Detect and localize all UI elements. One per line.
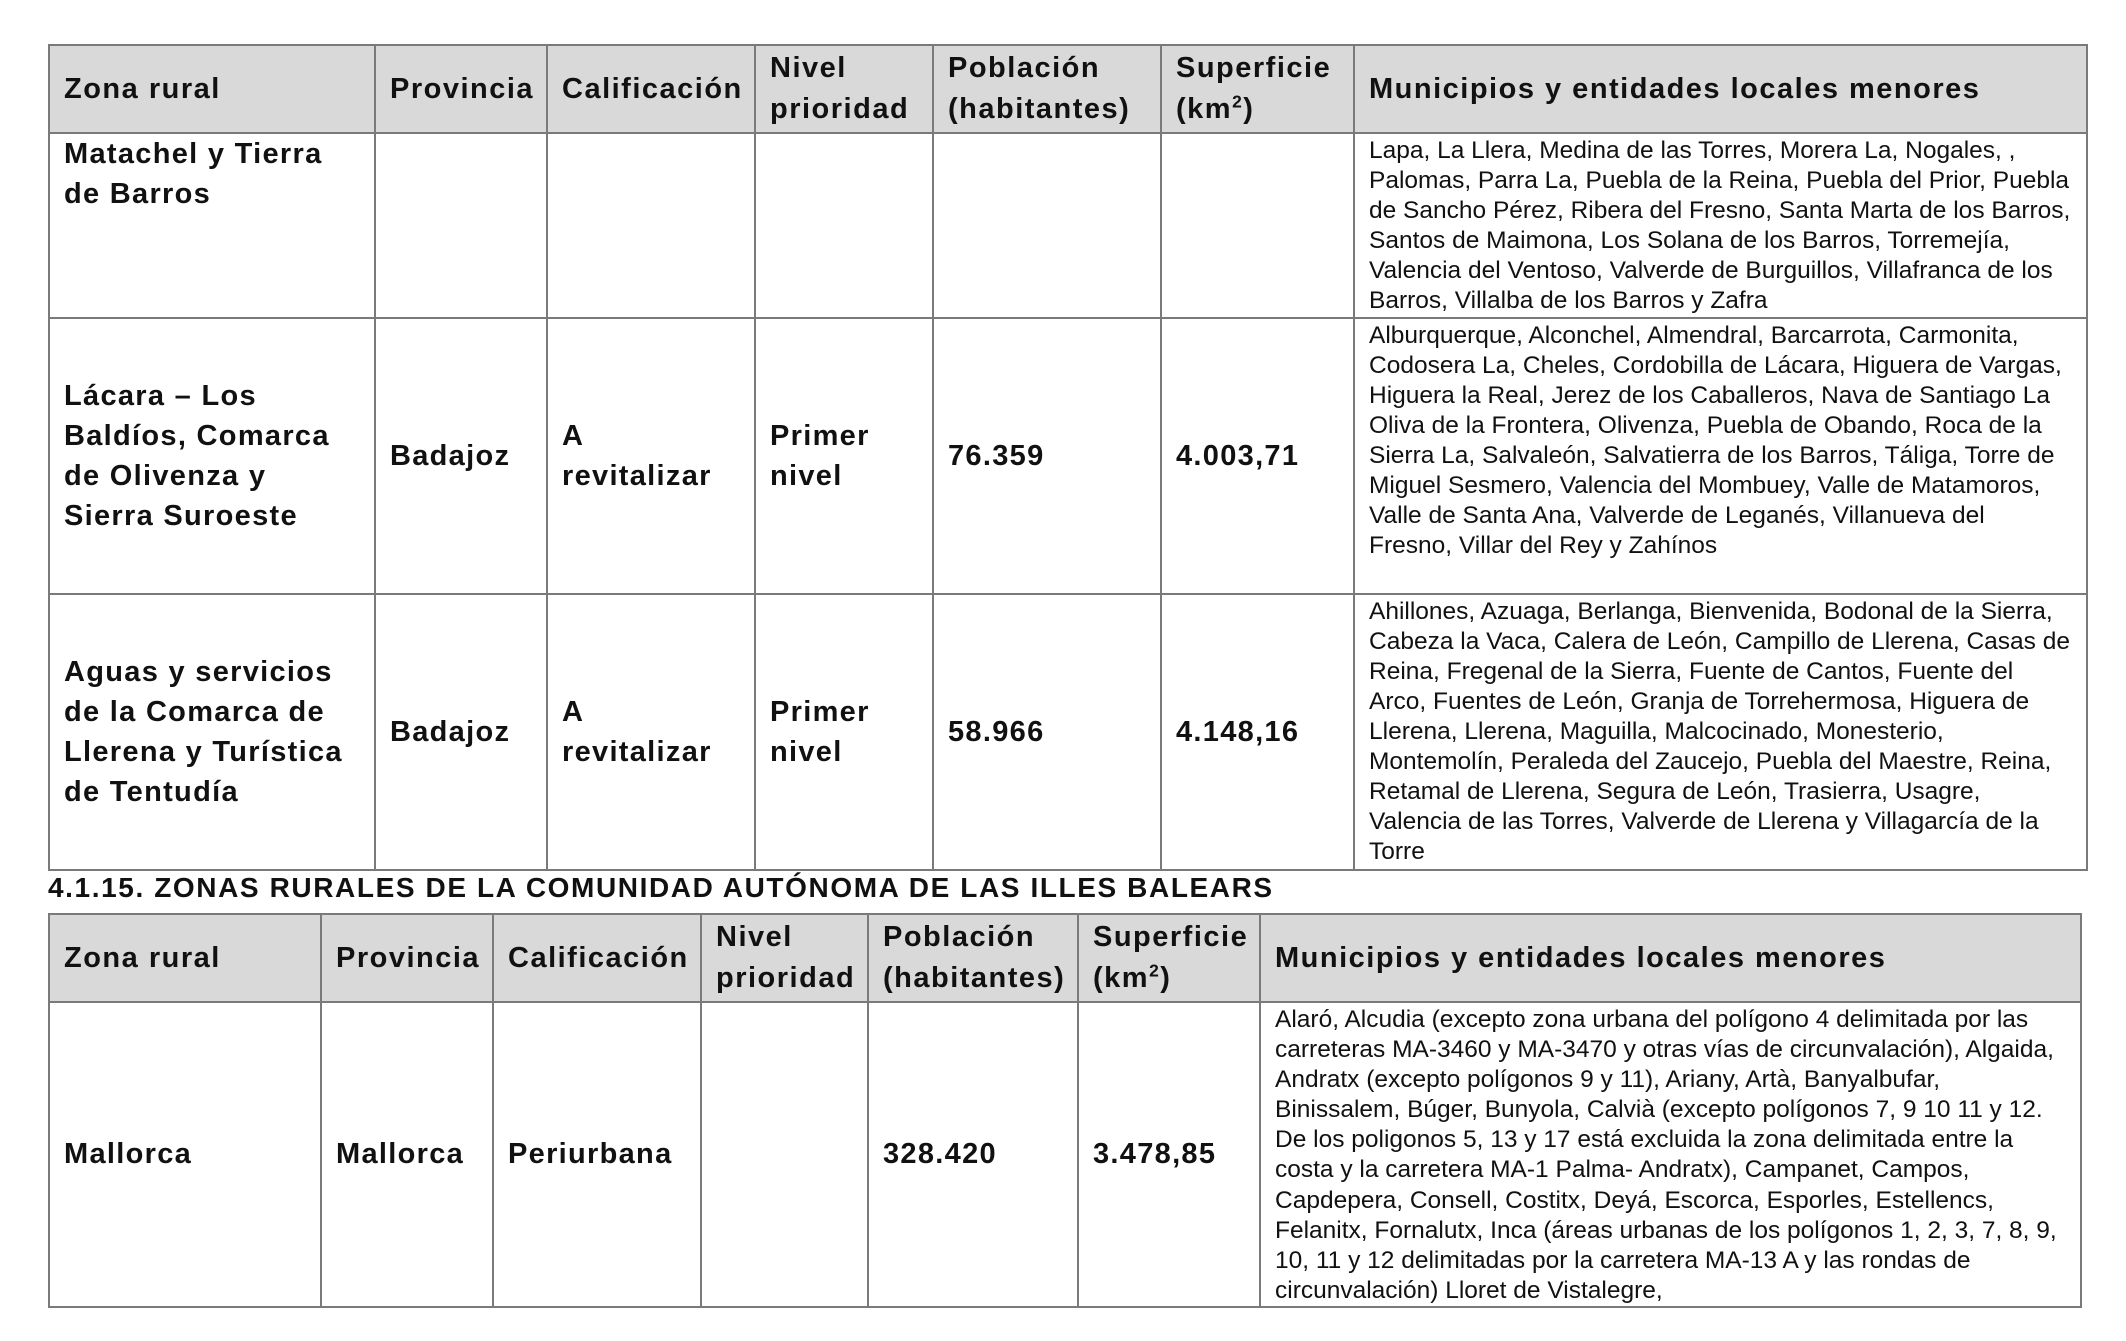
cell-superficie: 4.003,71 xyxy=(1161,318,1354,594)
table-row xyxy=(49,594,2087,870)
cell-poblacion: 76.359 xyxy=(933,318,1161,594)
cell-provincia: Badajoz xyxy=(375,318,547,594)
section-title: 4.1.15. ZONAS RURALES DE LA COMUNIDAD AUTÓNOMA DE LAS ILLES BALEARS xyxy=(48,872,1274,903)
cell-nivel: Primer nivel xyxy=(755,594,933,870)
header-superficie: Superficie $(km^2)$ xyxy=(1161,45,1354,133)
cell-zona-rural: Mallorca xyxy=(49,1002,321,1307)
cell-calificacion: Periurbana xyxy=(493,1002,701,1307)
header-superficie: Superficie $(km^2)$ xyxy=(1078,914,1260,1002)
cell-provincia xyxy=(375,133,547,318)
cell-zona-rural: Lácara – Los Baldíos, Comarca de Olivenza y Sierra Suroeste xyxy=(49,318,375,594)
header-poblacion: Población (habitantes) xyxy=(933,45,1161,133)
header-calificacion: Calificación xyxy=(493,914,701,1002)
table-header-row xyxy=(49,45,2087,133)
cell-poblacion: 58.966 xyxy=(933,594,1161,870)
cell-municipios: Lapa, La Llera, Medina de las Torres, Morera La, Nogales, , Palomas, Parra La, Puebla de la Reina, Puebla del Prior, Puebla de Sancho Pérez, Ribera del Fresno, Santa Marta de los Barros, Santos de Maimona, Los Solana de los Barros, Torremejía, Valencia del Ventoso, Valverde de Burguillos, Villafranca de los Barros, Villalba de los Barros y Zafra xyxy=(1354,133,2087,318)
cell-zona-rural: Aguas y servicios de la Comarca de Llerena y Turística de Tentudía xyxy=(49,594,375,870)
cell-nivel xyxy=(701,1002,868,1307)
cell-provincia: Mallorca xyxy=(321,1002,493,1307)
header-provincia: Provincia xyxy=(375,45,547,133)
table-header-row xyxy=(49,914,2081,1002)
header-municipios: Municipios y entidades locales menores xyxy=(1260,914,2081,1002)
header-zona-rural: Zona rural xyxy=(49,45,375,133)
cell-zona-rural: Matachel y Tierra de Barros xyxy=(49,133,375,318)
cell-municipios: Alaró, Alcudia (excepto zona urbana del polígono 4 delimitada por las carreteras MA-3460 y MA-3470 y otras vías de circunvalación), Algaida, Andratx (excepto polígonos 9 y 11), Ariany, Artà, Banyalbufar, Binissalem, Búger, Bunyola, Calvià (excepto polígonos 7, 9 10 11 y 12. De los poligonos 5, 13 y 17 está excluida la zona delimitada entre la costa y la carretera MA-1 Palma- Andratx), Campanet, Campos, Capdepera, Consell, Costitx, Deyá, Escorca, Esporles, Estellencs, Felanitx, Fornalutx, Inca (áreas urbanas de los polígonos 1, 2, 3, 7, 8, 9, 10, 11 y 12 delimitadas por la carretera MA-13 A y las rondas de circunvalación) Lloret de Vistalegre, xyxy=(1260,1002,2081,1307)
zones-table-extremadura xyxy=(48,44,2088,871)
table-row xyxy=(49,318,2087,594)
cell-calificacion xyxy=(547,133,755,318)
cell-superficie xyxy=(1161,133,1354,318)
zones-table-illes-balears xyxy=(48,913,2082,1308)
cell-calificacion: A revitalizar xyxy=(547,594,755,870)
table-row xyxy=(49,133,2087,318)
header-nivel-prioridad: Nivel prioridad xyxy=(755,45,933,133)
header-calificacion: Calificación xyxy=(547,45,755,133)
header-provincia: Provincia xyxy=(321,914,493,1002)
table-row xyxy=(49,1002,2081,1307)
header-zona-rural: Zona rural xyxy=(49,914,321,1002)
cell-poblacion: 328.420 xyxy=(868,1002,1078,1307)
header-nivel-prioridad: Nivel prioridad xyxy=(701,914,868,1002)
cell-poblacion xyxy=(933,133,1161,318)
cell-calificacion: A revitalizar xyxy=(547,318,755,594)
cell-municipios: Ahillones, Azuaga, Berlanga, Bienvenida, Bodonal de la Sierra, Cabeza la Vaca, Calera de León, Campillo de Llerena, Casas de Reina, Fregenal de la Sierra, Fuente de Cantos, Fuente del Arco, Fuentes de León, Granja de Torrehermosa, Higuera de Llerena, Llerena, Maguilla, Malcocinado, Monesterio, Montemolín, Peraleda del Zaucejo, Puebla del Maestre, Reina, Retamal de Llerena, Segura de León, Trasierra, Usagre, Valencia de las Torres, Valverde de Llerena y Villagarcía de la Torre xyxy=(1354,594,2087,870)
header-municipios: Municipios y entidades locales menores xyxy=(1354,45,2087,133)
cell-nivel: Primer nivel xyxy=(755,318,933,594)
cell-superficie: 4.148,16 xyxy=(1161,594,1354,870)
cell-provincia: Badajoz xyxy=(375,594,547,870)
cell-nivel xyxy=(755,133,933,318)
header-poblacion: Población (habitantes) xyxy=(868,914,1078,1002)
cell-municipios: Alburquerque, Alconchel, Almendral, Barcarrota, Carmonita, Codosera La, Cheles, Cordobilla de Lácara, Higuera de Vargas, Higuera la Real, Jerez de los Caballeros, Nava de Santiago La Oliva de la Frontera, Olivenza, Puebla de Obando, Roca de la Sierra La, Salvaleón, Salvatierra de los Barros, Táliga, Torre de Miguel Sesmero, Valencia del Mombuey, Valle de Matamoros, Valle de Santa Ana, Valverde de Leganés, Villanueva del Fresno, Villar del Rey y Zahínos xyxy=(1354,318,2087,594)
cell-superficie: 3.478,85 xyxy=(1078,1002,1260,1307)
